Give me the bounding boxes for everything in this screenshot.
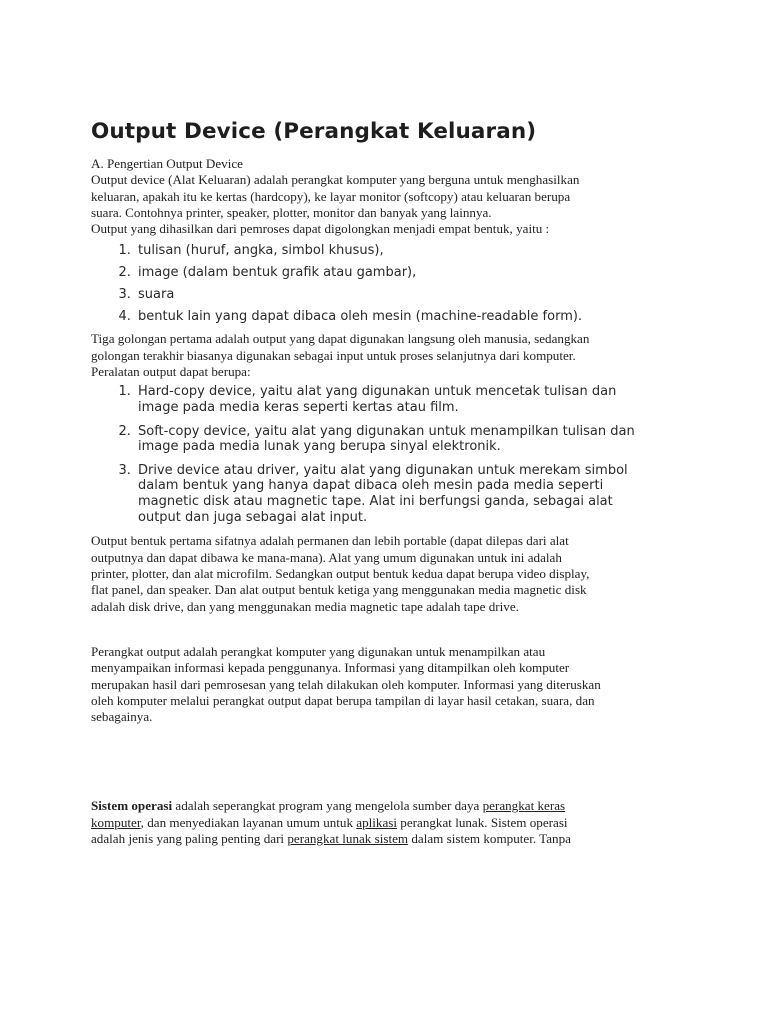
document-title: Output Device (Perangkat Keluaran) [91, 119, 537, 144]
paragraph-line: printer, plotter, dan alat microfilm. Sedangkan output bentuk kedua dapat berupa video display, [91, 566, 590, 582]
section-a-heading: A. Pengertian Output Device [91, 156, 243, 171]
paragraph-line: Output device (Alat Keluaran) adalah perangkat komputer yang berguna untuk menghasilkan [91, 172, 580, 188]
list-item-line: dalam bentuk yang hanya dapat dibaca oleh mesin pada media seperti [138, 478, 604, 494]
list-item-line: 1. Hard-copy device, yaitu alat yang digunakan untuk mencetak tulisan dan [138, 384, 617, 400]
text-span: perangkat lunak. Sistem operasi [397, 814, 568, 830]
list-item [135, 463, 671, 526]
paragraph-5 [91, 798, 671, 847]
paragraph-line: outputnya dan dapat dibawa ke mana-mana). Alat yang umum digunakan untuk ini adalah [91, 549, 562, 565]
list-item-line: image pada media keras seperti kertas atau film. [138, 400, 459, 416]
paragraph-line: Perangkat output adalah perangkat komputer yang digunakan untuk menampilkan atau [91, 643, 546, 659]
output-forms-list [91, 243, 671, 325]
link-komputer[interactable]: komputer [91, 814, 141, 830]
text-span: dalam sistem komputer. Tanpa [408, 831, 571, 847]
paragraph-line: oleh komputer melalui perangkat output dapat berupa tampilan di layar hasil cetakan, suara, dan [91, 692, 595, 708]
paragraph-line: sebagainya. [91, 709, 153, 725]
list-item-line: 3. Drive device atau driver, yaitu alat yang digunakan untuk merekam simbol [138, 462, 628, 478]
paragraph-line: Tiga golongan pertama adalah output yang dapat digunakan langsung oleh manusia, sedangkan [91, 331, 590, 347]
text-span: adalah seperangkat program yang mengelola sumber daya [172, 798, 483, 814]
list-item-line: image pada media lunak yang berupa sinyal elektronik. [138, 439, 501, 455]
bold-term: Sistem operasi [91, 798, 173, 814]
list-item: 4. bentuk lain yang dapat dibaca oleh mesin (machine-readable form). [135, 309, 671, 325]
paragraph-line [91, 815, 671, 831]
paragraph-line [91, 798, 671, 814]
paragraph-line: merupakan hasil dari pemrosesan yang telah dilakukan oleh komputer. Informasi yang diteruskan [91, 676, 601, 692]
list-item-line: output dan juga sebagai alat input. [138, 510, 368, 526]
paragraph-line: menyampaikan informasi kepada penggunanya. Informasi yang ditampilkan oleh komputer [91, 660, 570, 676]
paragraph-line: Peralatan output dapat berupa: [91, 364, 251, 380]
paragraph-2 [91, 331, 671, 380]
text-span: , dan menyediakan layanan umum untuk [140, 814, 357, 830]
list-item [135, 424, 671, 456]
document-page [91, 118, 671, 847]
output-devices-list [91, 384, 671, 526]
link-perangkat-lunak-sistem[interactable]: perangkat lunak sistem [287, 831, 409, 847]
list-item: 1. tulisan (huruf, angka, simbol khusus), [135, 243, 671, 259]
text-span: adalah jenis yang paling penting dari [91, 831, 288, 847]
paragraph-line: suara. Contohnya printer, speaker, plotter, monitor dan banyak yang lainnya. [91, 204, 492, 220]
paragraph-line: adalah disk drive, dan yang menggunakan media magnetic tape adalah tape drive. [91, 598, 519, 614]
paragraph-line: flat panel, dan speaker. Dan alat output bentuk ketiga yang menggunakan media magnetic disk [91, 582, 587, 598]
paragraph-3 [91, 533, 671, 614]
list-item [135, 384, 671, 416]
list-item-line: 2. Soft-copy device, yaitu alat yang digunakan untuk menampilkan tulisan dan [138, 423, 635, 439]
section-a [91, 156, 671, 237]
paragraph-line: Output yang dihasilkan dari pemroses dapat digolongkan menjadi empat bentuk, yaitu : [91, 221, 550, 237]
paragraph-line: Output bentuk pertama sifatnya adalah permanen dan lebih portable (dapat dilepas dari alat [91, 533, 569, 549]
link-perangkat-keras[interactable]: perangkat keras [482, 798, 566, 814]
list-item-line: magnetic disk atau magnetic tape. Alat ini berfungsi ganda, sebagai alat [138, 494, 613, 510]
list-item: 3. suara [135, 287, 671, 303]
link-aplikasi[interactable]: aplikasi [356, 814, 398, 830]
paragraph-line: keluaran, apakah itu ke kertas (hardcopy), ke layar monitor (softcopy) atau keluaran berupa [91, 188, 571, 204]
paragraph-line: golongan terakhir biasanya digunakan sebagai input untuk proses selanjutnya dari komputer. [91, 347, 576, 363]
paragraph-line [91, 831, 671, 847]
list-item: 2. image (dalam bentuk grafik atau gambar), [135, 265, 671, 281]
paragraph-4 [91, 644, 671, 725]
